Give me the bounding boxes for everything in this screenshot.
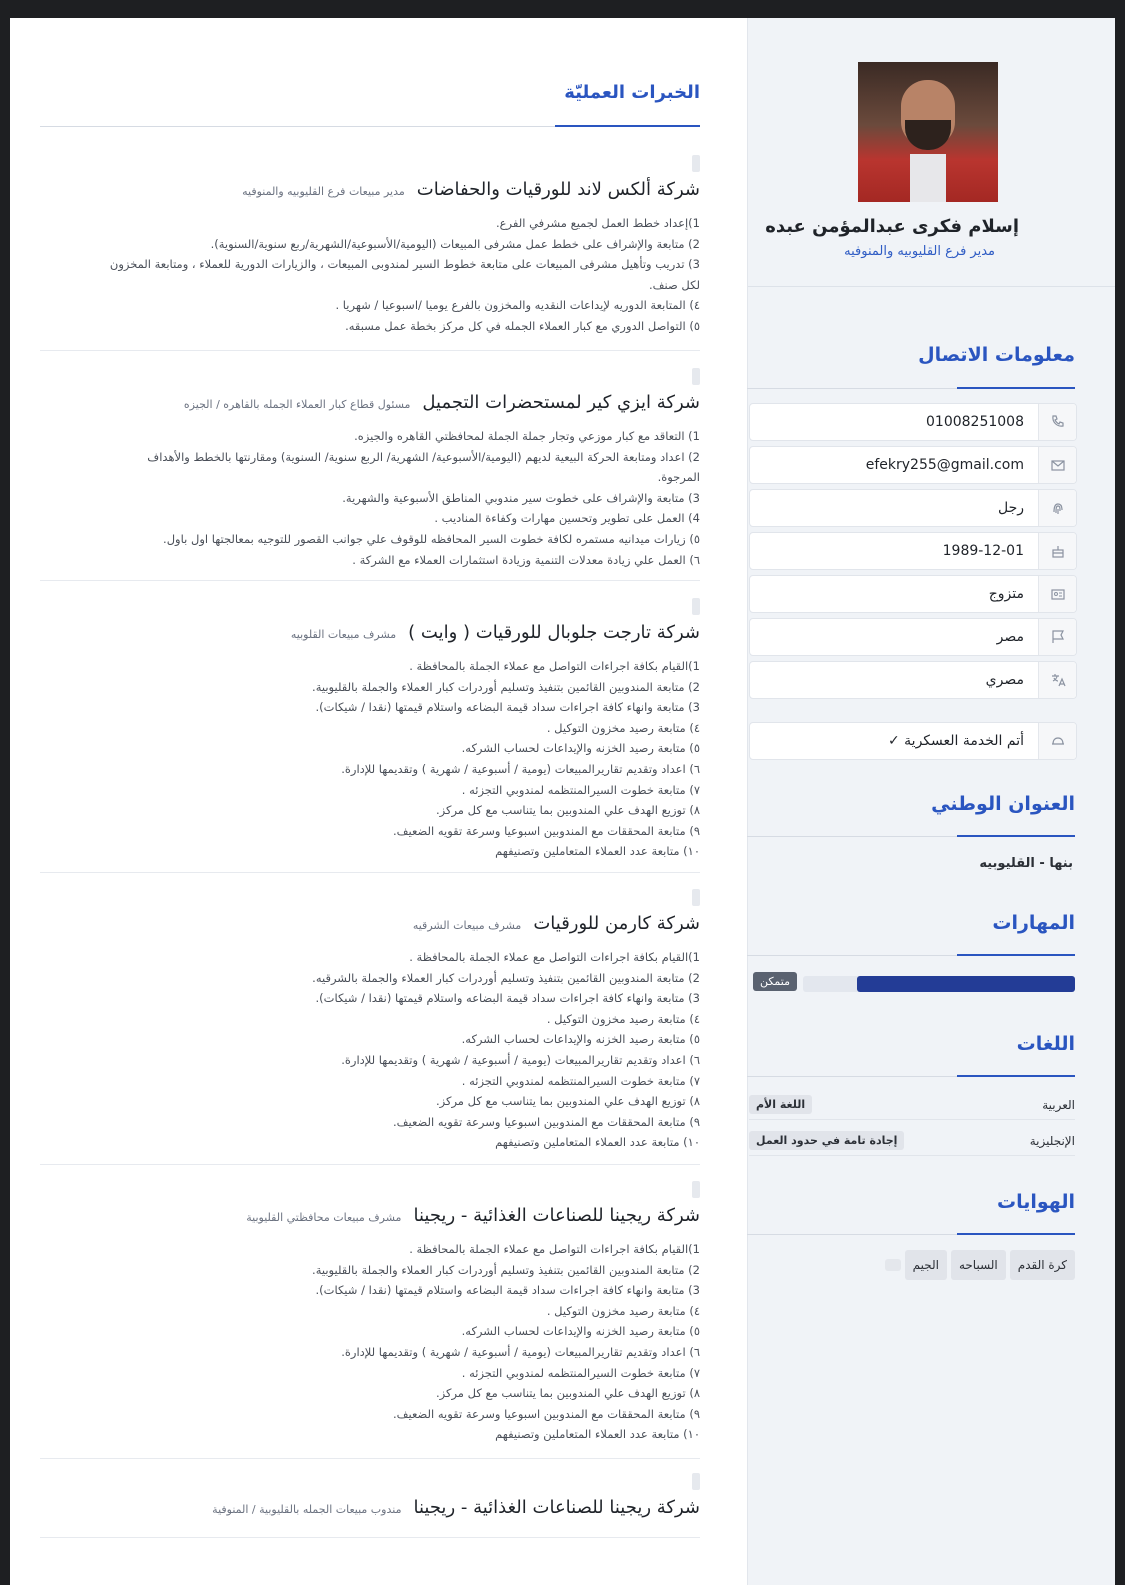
job-marker: [692, 1181, 700, 1198]
birthdate-row: [749, 532, 1077, 570]
job-duty: ٥) التواصل الدوري مع كبار العملاء الجمله في كل مركز بخطة عمل مسبقه.: [345, 318, 700, 333]
language-row: [749, 1090, 1075, 1120]
nationality-row: [749, 661, 1077, 699]
job-company: شركة ايزي كير لمستحضرات التجميل: [422, 392, 700, 413]
resume-page: [10, 18, 1115, 1585]
skills-heading: المهارات: [992, 912, 1075, 934]
job-duty: 1)القيام بكافة اجراءات التواصل مع عملاء الجملة بالمحافظة .: [409, 1242, 700, 1256]
job-duty: ٧) متابعة خطوت السيرالمنتظمه لمندوبي التجزئه .: [461, 1365, 700, 1380]
job-duty: ٥) متابعة رصيد الخزنه والإيداعات لحساب الشركه.: [461, 1324, 700, 1339]
job-duty: ٦) العمل علي زيادة معدلات التنمية وزيادة استثمارات العملاء مع الشركة .: [352, 552, 700, 567]
job-role: مشرف مبيعات محافظتي القليوبية: [246, 1211, 402, 1224]
job-marker: [692, 1473, 700, 1490]
job-duty: ١٠) متابعة عدد العملاء المتعاملين وتصنيفهم: [495, 1135, 700, 1150]
skill-bar-fill: [857, 976, 1075, 992]
job-company: شركة ألكس لاند للورقيات والحفاضات: [416, 179, 700, 200]
job-duties: [40, 656, 700, 862]
military-value: أتم الخدمة العسكرية ✓: [888, 733, 1024, 749]
country-row: [749, 618, 1077, 656]
job-duty: ٨) توزيع الهدف علي المندوبين بما يتناسب مع كل مركز.: [435, 1386, 700, 1401]
job-role: مندوب مبيعات الجمله بالقليوبية / المنوفية: [212, 1503, 402, 1516]
job-header: [242, 179, 700, 200]
job-duty: ٧) متابعة خطوت السيرالمنتظمه لمندوبي التجزئه .: [461, 782, 700, 797]
job-separator: [40, 1537, 700, 1538]
nationality-value: مصري: [985, 672, 1024, 688]
cake-icon: [1038, 533, 1076, 569]
job-separator: [40, 580, 700, 581]
job-duty: 3) متابعة وانهاء كافة اجراءات سداد قيمة البضاعه واستلام قيمتها (نقدا / شيكات).: [315, 1283, 700, 1298]
job-separator: [40, 350, 700, 351]
contact-heading: معلومات الاتصال: [918, 344, 1075, 366]
skills-heading-rule: [747, 955, 1075, 956]
job-separator: [40, 1458, 700, 1459]
job-duty: ٩) متابعة المحققات مع المندوبين اسبوعيا وسرعة تقويه الضعيف.: [392, 1406, 700, 1421]
job-duty: 3) تدريب وتأهيل مشرفى المبيعات على متابعة خطوط السير لمندوبى المبيعات ، والزيارات الدورية للعملاء ، ومتابعة المخزون: [109, 257, 700, 272]
address-value: بنها - القليوبيه: [979, 856, 1073, 871]
skill-bar-track: [803, 976, 1075, 992]
job-duty: ٨) توزيع الهدف علي المندوبين بما يتناسب مع كل مركز.: [435, 1094, 700, 1109]
job-duty: ٤) متابعة رصيد مخزون التوكيل .: [546, 720, 700, 735]
job-separator: [40, 1164, 700, 1165]
job-duty: ٩) متابعة المحققات مع المندوبين اسبوعيا وسرعة تقويه الضعيف.: [392, 823, 700, 838]
languages-heading-rule: [747, 1076, 1075, 1077]
job-duty: لكل صنف.: [648, 277, 700, 292]
profile-photo: [858, 62, 998, 202]
job-header: [212, 1497, 700, 1518]
birthdate-value: 1989-12-01: [942, 543, 1024, 559]
phone-icon: [1038, 404, 1076, 440]
contact-heading-rule: [747, 388, 1075, 389]
job-separator: [40, 872, 700, 873]
language-row: [749, 1126, 1075, 1156]
job-duty: 2) متابعة المندوبين القائمين بتنفيذ وتسليم أوردرات كبار العملاء والجملة بالقليوبية.: [312, 1262, 700, 1277]
job-header: [184, 392, 700, 413]
hobbies-heading: الهوايات: [997, 1191, 1075, 1213]
job-duty: 1)القيام بكافة اجراءات التواصل مع عملاء الجملة بالمحافظة .: [409, 659, 700, 673]
country-value: مصر: [996, 629, 1024, 645]
job-role: مسئول قطاع كبار العملاء الجمله بالقاهره / الجيزه: [183, 398, 411, 411]
job-duty: 1)إعداد خطط العمل لجميع مشرفي الفرع.: [496, 216, 700, 230]
flag-icon: [1038, 619, 1076, 655]
military-row: [749, 722, 1077, 760]
gender-value: رجل: [997, 500, 1024, 516]
phone-row[interactable]: [749, 403, 1077, 441]
job-marker: [692, 889, 700, 906]
experience-section: [40, 18, 700, 1585]
skill-level-badge: متمكن: [753, 972, 797, 991]
id-card-icon: [1038, 576, 1076, 612]
job-duties: [40, 426, 700, 570]
mail-icon: [1038, 447, 1076, 483]
job-duty: ٤) المتابعة الدوريه لإيداعات النقديه والمخزون بالفرع يوميا /اسبوعيا / شهريا .: [335, 298, 700, 313]
job-duty: ٤) متابعة رصيد مخزون التوكيل .: [546, 1303, 700, 1318]
email-row[interactable]: [749, 446, 1077, 484]
address-heading: العنوان الوطني: [931, 793, 1075, 815]
hobby-tag: الجيم: [905, 1250, 947, 1280]
job-duties: [40, 947, 700, 1153]
marital-row: [749, 575, 1077, 613]
job-duty: ٩) متابعة المحققات مع المندوبين اسبوعيا وسرعة تقويه الضعيف.: [392, 1114, 700, 1129]
job-duty: 3) متابعة وانهاء كافة اجراءات سداد قيمة البضاعه واستلام قيمتها (نقدا / شيكات).: [315, 700, 700, 715]
job-role: مدير مبيعات فرع القليوبيه والمنوفيه: [242, 185, 405, 198]
hobby-tag: كرة القدم: [1010, 1250, 1075, 1280]
hobbies-heading-rule: [747, 1234, 1075, 1235]
job-marker: [692, 155, 700, 172]
language-level: اللغة الأم: [749, 1095, 812, 1114]
marital-value: متزوج: [988, 586, 1024, 602]
job-duty: ٨) توزيع الهدف علي المندوبين بما يتناسب مع كل مركز.: [435, 803, 700, 818]
gender-row: [749, 489, 1077, 527]
profile-title: مدير فرع القليوبيه والمنوفيه: [844, 244, 995, 259]
job-duty: 2) متابعة المندوبين القائمين بتنفيذ وتسليم أوردرات كبار العملاء والجملة بالشرقيه.: [312, 970, 700, 985]
job-duty: 2) متابعة المندوبين القائمين بتنفيذ وتسليم أوردرات كبار العملاء والجملة بالقليوبية.: [312, 679, 700, 694]
profile-name: إسلام فكرى عبدالمؤمن عبده: [765, 216, 1019, 237]
job-marker: [692, 598, 700, 615]
job-duty: 2) اعداد ومتابعة الحركة البيعية لديهم (اليومية/الأسبوعية/ الشهرية/ الربع سنوية/ السنوية) ومقارنتها بالخطط والأهداف: [147, 449, 700, 464]
fingerprint-icon: [1038, 490, 1076, 526]
job-duty: ٦) اعداد وتقديم تقاريرالمبيعات (يومية / أسبوعية / شهرية ) وتقديمها للإدارة.: [341, 1052, 700, 1067]
language-level: إجادة تامة في حدود العمل: [749, 1131, 904, 1150]
language-name: العربية: [1042, 1097, 1075, 1112]
profile-divider: [748, 286, 1115, 287]
job-company: شركة تارجت جلوبال للورقيات ( وايت ): [408, 622, 700, 643]
languages-heading: اللغات: [1016, 1033, 1075, 1055]
job-company: شركة كارمن للورقيات: [533, 913, 700, 934]
experience-heading-rule: [40, 126, 700, 127]
job-duties: [40, 1239, 700, 1445]
job-duty: ٧) متابعة خطوت السيرالمنتظمه لمندوبي التجزئه .: [461, 1073, 700, 1088]
experience-heading: الخبرات العمليّة: [564, 82, 700, 103]
job-duty: ٦) اعداد وتقديم تقاريرالمبيعات (يومية / أسبوعية / شهرية ) وتقديمها للإدارة.: [341, 1344, 700, 1359]
job-header: [291, 622, 700, 643]
job-duty: ٥) زيارات ميدانيه مستمره لكافة خطوت السير المحافظه للوقوف علي جوانب القصور للتوجيه بمعالجتها اول باول.: [163, 531, 700, 546]
job-header: [246, 1205, 700, 1226]
job-duty: 4) العمل على تطوير وتحسين مهارات وكفاءة المناديب .: [434, 511, 700, 526]
job-duty: ٦) اعداد وتقديم تقاريرالمبيعات (يومية / أسبوعية / شهرية ) وتقديمها للإدارة.: [341, 761, 700, 776]
address-heading-rule: [747, 836, 1075, 837]
job-company: شركة ريجينا للصناعات الغذائية - ريجينا: [413, 1497, 700, 1518]
job-duty: 1)القيام بكافة اجراءات التواصل مع عملاء الجملة بالمحافظة .: [409, 950, 700, 964]
hobby-tag-empty: [885, 1259, 901, 1271]
job-company: شركة ريجينا للصناعات الغذائية - ريجينا: [413, 1205, 700, 1226]
job-duty: المرجوة.: [657, 470, 700, 485]
job-role: مشرف مبيعات القلوبيه: [290, 628, 397, 641]
job-duty: 2) متابعة والإشراف على خطط عمل مشرفى المبيعات (اليومية/الأسبوعية/الشهرية/ربع سنوية/السنوية).: [210, 236, 700, 251]
job-role: مشرف مبيعات الشرقيه: [412, 919, 522, 932]
job-marker: [692, 368, 700, 385]
job-duty: ١٠) متابعة عدد العملاء المتعاملين وتصنيفهم: [495, 1427, 700, 1442]
phone-value: 01008251008: [926, 414, 1024, 430]
job-header: [413, 913, 700, 934]
job-duty: ٤) متابعة رصيد مخزون التوكيل .: [546, 1011, 700, 1026]
hobby-list: [885, 1250, 1075, 1280]
job-duty: 3) متابعة والإشراف على خطوت سير مندوبي المناطق الأسبوعية والشهرية.: [342, 490, 700, 505]
job-duty: ٥) متابعة رصيد الخزنه والإيداعات لحساب الشركه.: [461, 741, 700, 756]
job-duty: ٥) متابعة رصيد الخزنه والإيداعات لحساب الشركه.: [461, 1032, 700, 1047]
job-duty: 1) التعاقد مع كبار موزعي وتجار جملة الجملة لمحافظتي القاهره والجيزه.: [354, 429, 700, 443]
military-cap-icon: [1038, 723, 1076, 759]
job-duty: ١٠) متابعة عدد العملاء المتعاملين وتصنيفهم: [495, 844, 700, 859]
hobby-tag: السباحه: [951, 1250, 1006, 1280]
job-duty: 3) متابعة وانهاء كافة اجراءات سداد قيمة البضاعه واستلام قيمتها (نقدا / شيكات).: [315, 991, 700, 1006]
sidebar: [747, 18, 1115, 1585]
email-value: efekry255@gmail.com: [865, 457, 1024, 473]
translate-icon: [1038, 662, 1076, 698]
job-duties: [40, 213, 700, 337]
language-name: الإنجليزية: [1029, 1133, 1075, 1148]
